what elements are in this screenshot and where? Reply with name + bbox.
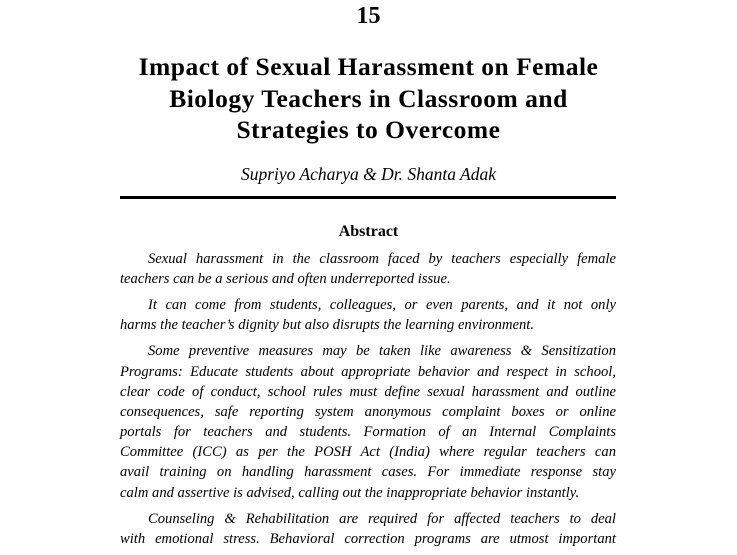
abstract-line: portals for teachers and students. Formation of an Internal Complaints <box>120 424 616 441</box>
abstract-line: teachers can be a serious and often underreported issue. <box>120 271 451 288</box>
abstract-heading: Abstract <box>338 223 399 240</box>
abstract-line: Counseling & Rehabilitation are required for affected teachers to deal <box>148 510 616 527</box>
abstract-line: calm and assertive is advised, calling out the inappropriate behavior instantly. <box>120 484 580 501</box>
abstract-paragraph <box>120 341 616 503</box>
abstract-line: Some preventive measures may be taken like awareness & Sensitization <box>148 343 616 360</box>
abstract-line: Programs: Educate students about appropriate behavior and respect in school, <box>120 363 616 380</box>
authors: Supriyo Acharya & Dr. Shanta Adak <box>240 164 497 184</box>
abstract-line: It can come from students, colleagues, or even parents, and it not only <box>148 297 616 314</box>
abstract-paragraph <box>120 249 616 289</box>
abstract-paragraph <box>120 509 616 549</box>
abstract-line: clear code of conduct, school rules must define sexual harassment and outline <box>120 383 616 400</box>
abstract-paragraph <box>120 295 616 335</box>
title-line-1: Impact of Sexual Harassment on Female <box>138 52 599 81</box>
abstract-line: consequences, safe reporting system anonymous complaint boxes or online <box>120 403 616 420</box>
title-line-2: Biology Teachers in Classroom and <box>169 83 568 113</box>
abstract-line: with emotional stress. Behavioral correction programs are utmost important <box>120 530 616 547</box>
abstract-line: harms the teacher’s dignity but also disrupts the learning environment. <box>120 317 534 334</box>
abstract-line: Sexual harassment in the classroom faced by teachers especially female <box>148 251 616 267</box>
chapter-number: 15 <box>356 3 381 29</box>
abstract-line: Committee (ICC) as per the POSH Act (India) where regular teachers can <box>120 444 616 461</box>
abstract-line: avail training on handling harassment cases. For immediate response stay <box>120 464 616 481</box>
chapter-title <box>90 51 647 146</box>
title-divider <box>120 196 616 199</box>
title-line-3: Strategies to Overcome <box>236 115 501 144</box>
abstract-body <box>120 249 616 555</box>
